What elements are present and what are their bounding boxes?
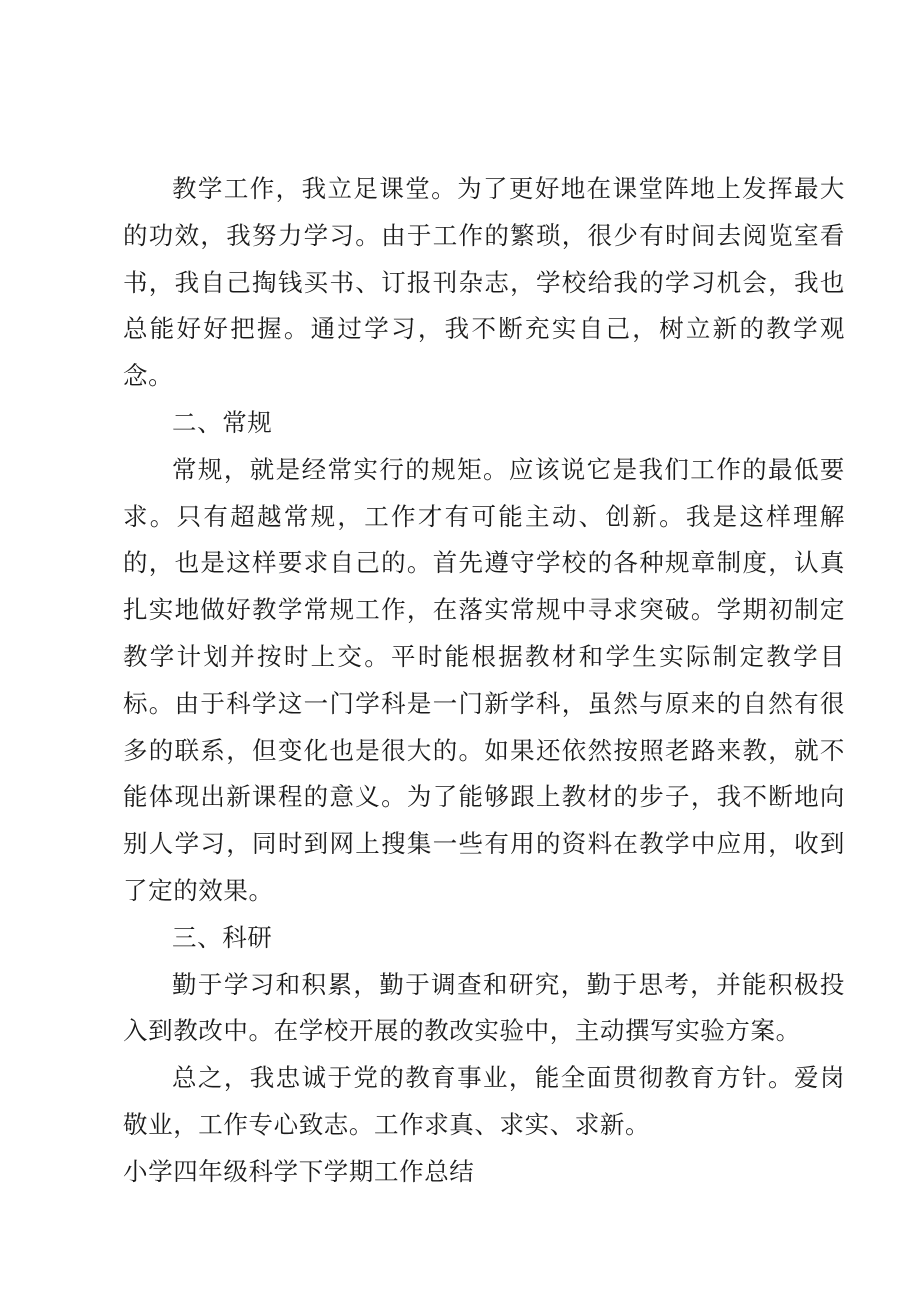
paragraph-conclusion: 总之，我忠诚于党的教育事业，能全面贯彻教育方针。爱岗敬业，工作专心致志。工作求真、求实、求新。 — [123, 1063, 845, 1139]
section-heading-research: 三、科研 — [172, 922, 273, 952]
paragraph-research: 勤于学习和积累，勤于调查和研究，勤于思考，并能积极投入到教改中。在学校开展的教改实验中，主动撰写实验方案。 — [123, 969, 845, 1046]
section-heading-routine: 二、常规 — [172, 407, 273, 437]
paragraph-teaching: 教学工作，我立足课堂。为了更好地在课堂阵地上发挥最大的功效，我努力学习。由于工作的繁琐，很少有时间去阅览室看书，我自己掏钱买书、订报刊杂志，学校给我的学习机会，我也总能好好把握。通过学习，我不断充实自己，树立新的教学观念。 — [123, 174, 845, 391]
paragraph-routine: 常规，就是经常实行的规矩。应该说它是我们工作的最低要求。只有超越常规，工作才有可能主动、创新。我是这样理解的，也是这样要求自己的。首先遵守学校的各种规章制度，认真扎实地做好教学常规工作，在落实常规中寻求突破。学期初制定教学计划并按时上交。平时能根据教材和学生实际制定教学目标。由于科学这一门学科是一门新学科，虽然与原来的自然有很多的联系，但变化也是很大的。如果还依然按照老路来教，就不能体现出新课程的意义。为了能够跟上教材的步子，我不断地向别人学习，同时到网上搜集一些有用的资料在教学中应用，收到了定的效果。 — [123, 454, 845, 905]
next-document-title: 小学四年级科学下学期工作总结 — [123, 1156, 475, 1186]
document-body — [123, 166, 845, 1196]
